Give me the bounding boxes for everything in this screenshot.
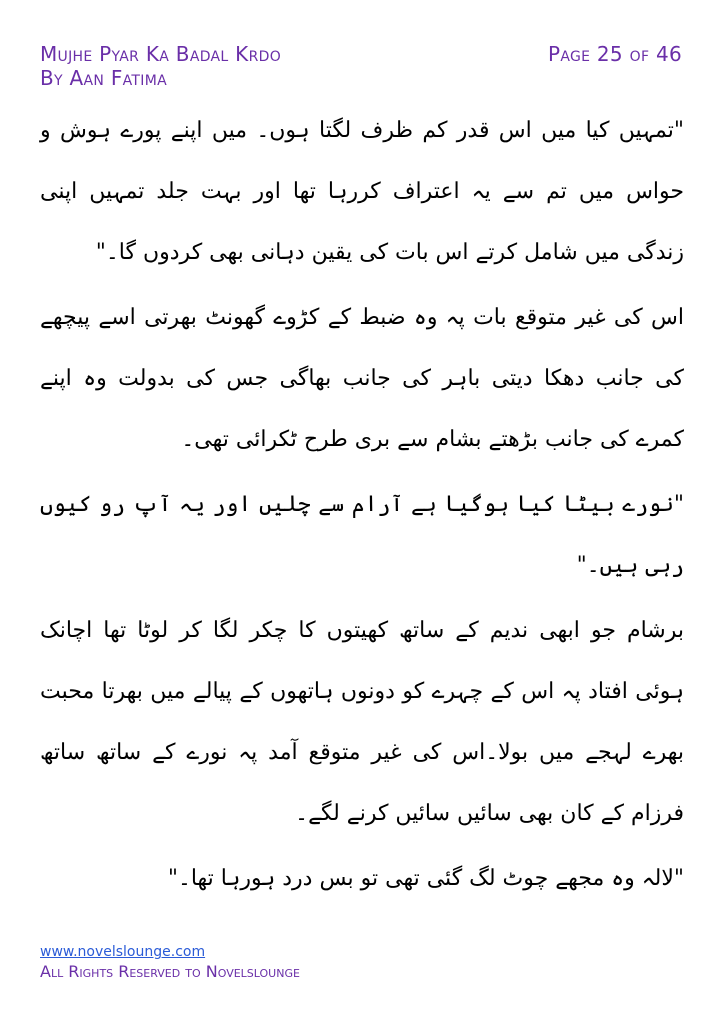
page-header — [40, 42, 682, 92]
paragraph-5: "لالہ وہ مجھے چوٹ لگ گئی تھی تو بس درد ہورہا تھا۔" — [167, 866, 684, 891]
page-number: Page 25 of 46 — [547, 42, 682, 66]
paragraph-4: برشام جو ابھی ندیم کے ساتھ کھیتوں کا چکر لگا کر لوٹا تھا اچانک ہوئی افتاد پہ اس کے چہرے کو دونوں ہاتھوں کے پیالے میں بھرتا محبت بھرے لہجے میں بولا۔اس کی غیر متوقع آمد پہ نورے کے ساتھ ساتھ فرزام کے کان بھی سائیں سائیں کرنے لگے۔ — [40, 618, 684, 826]
paragraph-2: اس کی غیر متوقع بات پہ وہ ضبط کے کڑوے گھونٹ بھرتی اسے پیچھے کی جانب دھکا دیتی باہر کی جانب بھاگی جس کی بدولت وہ اپنے کمرے کی جانب بڑھتے بشام سے بری طرح ٹکرائی تھی۔ — [40, 305, 684, 452]
rights-notice: All Rights Reserved to Novelslounge — [40, 962, 300, 981]
website-link[interactable]: www.novelslounge.com — [40, 944, 206, 960]
paragraph-1: "تمہیں کیا میں اس قدر کم ظرف لگتا ہوں۔ میں اپنے پورے ہوش و حواس میں تم سے یہ اعتراف کررہا تھا اور بہت جلد تمہیں اپنی زندگی میں شامل کرتے اس بات کی یقین دہانی بھی کردوں گا۔" — [40, 118, 684, 265]
novel-title: Mujhe Pyar Ka Badal Krdo — [40, 42, 282, 66]
paragraph-3: "نورے بیٹا کیا ہوگیا ہے آرام سے چلیں اور یہ آپ رو کیوں رہی ہیں۔" — [40, 492, 684, 578]
author-name: By Aan Fatima — [40, 66, 167, 90]
page-footer — [40, 944, 300, 981]
page-body — [40, 100, 684, 913]
